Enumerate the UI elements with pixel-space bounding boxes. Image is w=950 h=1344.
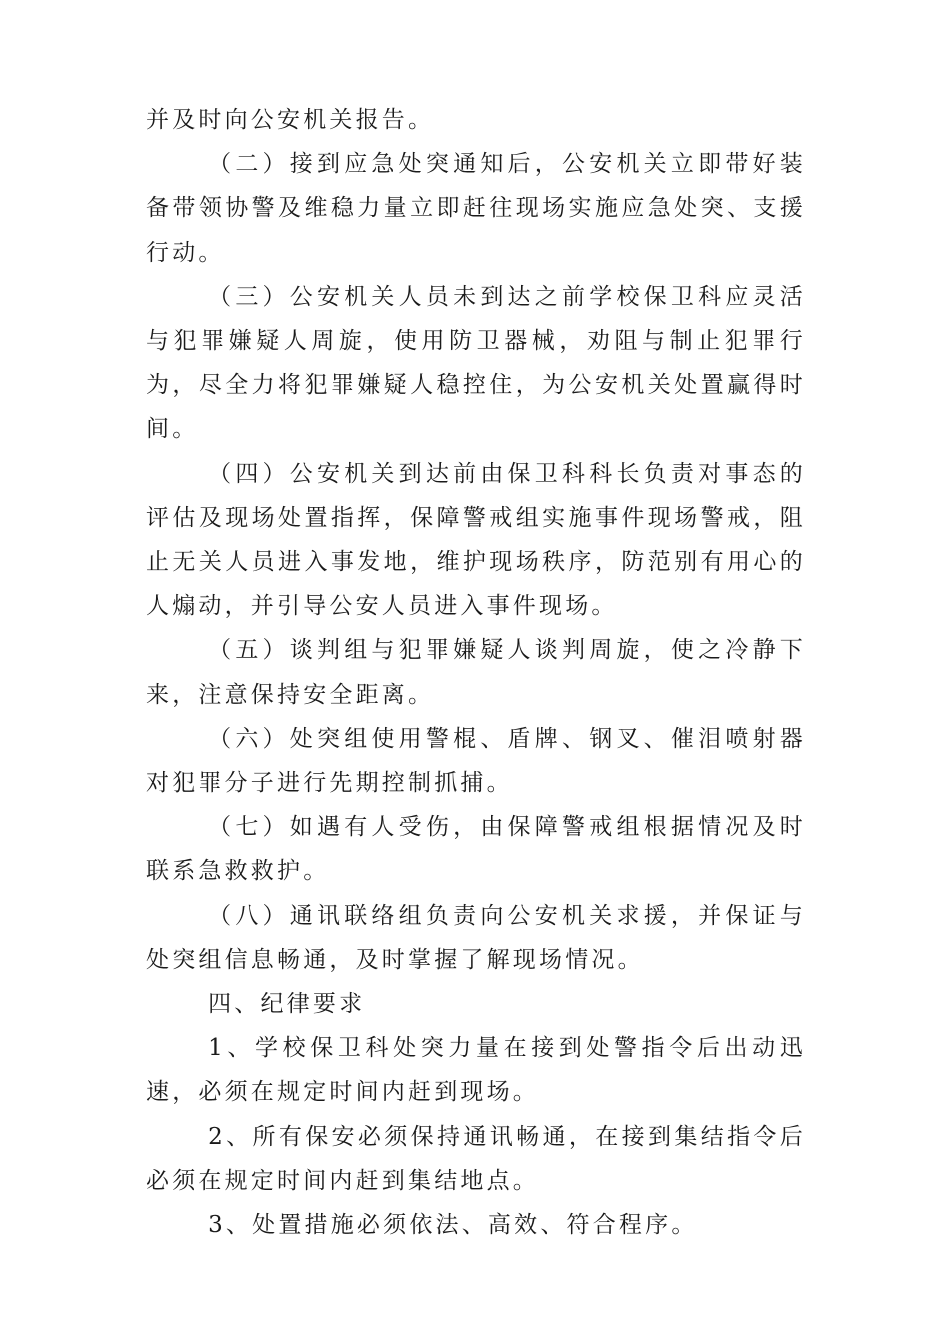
paragraph-continuation: 并及时向公安机关报告。	[146, 107, 435, 133]
document-body	[146, 98, 806, 1247]
rule-item-2: 2、所有保安必须保持通讯畅通，在接到集结指令后必须在规定时间内赶到集结地点。	[146, 1123, 806, 1194]
rule-item-3: 3、处置措施必须依法、高效、符合程序。	[208, 1212, 698, 1239]
section-heading-discipline: 四、纪律要求	[208, 991, 366, 1018]
paragraph-item-7: （七）如遇有人受伤，由保障警戒组根据情况及时联系急救救护。	[146, 814, 806, 885]
paragraph-item-8: （八）通讯联络组负责向公安机关求援，并保证与处突组信息畅通，及时掌握了解现场情况。	[146, 902, 806, 973]
paragraph-item-2: （二）接到应急处突通知后，公安机关立即带好装备带领协警及维稳力量立即赶往现场实施应急处突、支援行动。	[146, 151, 806, 266]
paragraph-item-5: （五）谈判组与犯罪嫌疑人谈判周旋，使之冷静下来，注意保持安全距离。	[146, 637, 806, 708]
paragraph-item-3: （三）公安机关人员未到达之前学校保卫科应灵活与犯罪嫌疑人周旋，使用防卫器械，劝阻与制止犯罪行为，尽全力将犯罪嫌疑人稳控住，为公安机关处置赢得时间。	[146, 283, 806, 443]
rule-item-1: 1、学校保卫科处突力量在接到处警指令后出动迅速，必须在规定时间内赶到现场。	[146, 1035, 806, 1106]
paragraph-item-4: （四）公安机关到达前由保卫科科长负责对事态的评估及现场处置指挥，保障警戒组实施事件现场警戒，阻止无关人员进入事发地，维护现场秩序，防范别有用心的人煽动，并引导公安人员进入事件现场。	[146, 460, 806, 620]
paragraph-item-6: （六）处突组使用警棍、盾牌、钢叉、催泪喷射器对犯罪分子进行先期控制抓捕。	[146, 725, 806, 797]
